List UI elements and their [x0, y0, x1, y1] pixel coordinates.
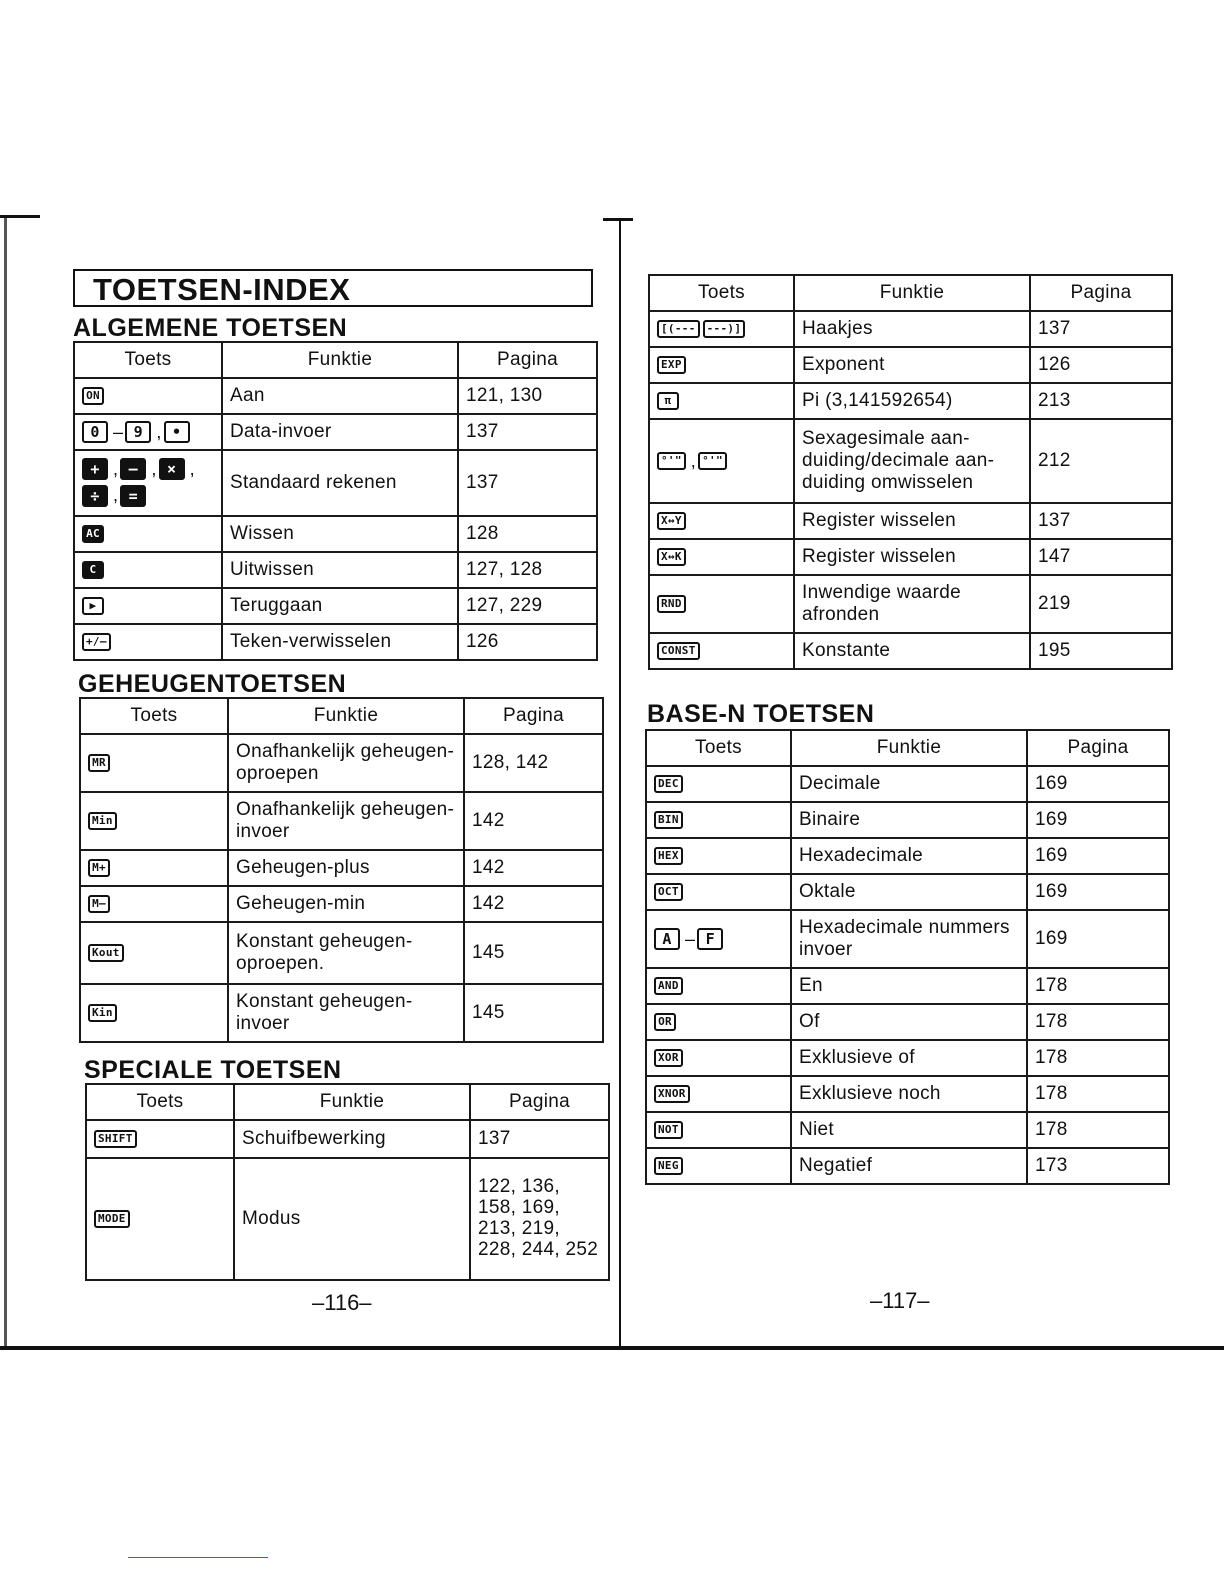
pagina-cell: 122, 136, 158, 169, 213, 219, 228, 244, 252 [470, 1158, 609, 1280]
sign-change-key-icon: +/– [82, 633, 111, 651]
x-y-swap-key-icon: X↔Y [657, 512, 686, 530]
col-header-pagina: Pagina [470, 1084, 609, 1120]
neg-key-icon: NEG [654, 1157, 683, 1175]
pagina-cell: 126 [458, 624, 597, 660]
funktie-cell: Schuifbewerking [234, 1120, 470, 1158]
pagina-cell: 137 [458, 414, 597, 450]
xor-key-icon: XOR [654, 1049, 683, 1067]
nine-key-icon: 9 [125, 421, 151, 443]
key-cell [646, 838, 791, 874]
const-key-icon: CONST [657, 642, 700, 660]
table-row [86, 1158, 609, 1280]
separator-comma: , [690, 450, 697, 471]
key-cell [649, 383, 794, 419]
pagina-cell: 147 [1030, 539, 1172, 575]
minus-key-icon: – [120, 458, 146, 480]
hex-key-icon: HEX [654, 847, 683, 865]
col-header-pagina: Pagina [1027, 730, 1169, 766]
separator-comma: , [189, 458, 195, 479]
key-cell [646, 1148, 791, 1184]
memory-keys-heading: GEHEUGENTOETSEN [78, 670, 347, 698]
pagina-cell: 126 [1030, 347, 1172, 383]
table-row [649, 383, 1172, 419]
funktie-cell: Negatief [791, 1148, 1027, 1184]
col-header-toets: Toets [649, 275, 794, 311]
pagina-cell: 142 [464, 850, 603, 886]
col-header-toets: Toets [646, 730, 791, 766]
play-key-icon: ▶ [82, 597, 104, 615]
funktie-cell: Hexadecimale nummers invoer [791, 910, 1027, 968]
col-header-pagina: Pagina [1030, 275, 1172, 311]
kout-key-icon: Kout [88, 944, 124, 962]
top-center-mark [603, 218, 633, 221]
table-row [646, 1076, 1169, 1112]
pagina-cell: 137 [1030, 503, 1172, 539]
table-row [646, 802, 1169, 838]
key-cell [80, 922, 228, 984]
key-cell [74, 378, 222, 414]
table-row [649, 311, 1172, 347]
funktie-cell: Exklusieve of [791, 1040, 1027, 1076]
table-row [86, 1120, 609, 1158]
col-header-toets: Toets [74, 342, 222, 378]
pagina-cell: 145 [464, 984, 603, 1042]
plus-key-icon: + [82, 458, 108, 480]
key-cell [646, 1076, 791, 1112]
col-header-pagina: Pagina [464, 698, 603, 734]
center-binding-line [619, 220, 621, 1348]
m-minus-key-icon: M– [88, 895, 110, 913]
on-key-icon: ON [82, 387, 104, 405]
left-page-edge [4, 218, 7, 1348]
table-header-row [649, 275, 1172, 311]
index-title: TOETSEN-INDEX [93, 272, 351, 307]
funktie-cell: Standaard rekenen [222, 450, 458, 516]
table-row [646, 910, 1169, 968]
a-key-icon: A [654, 928, 680, 950]
memory-keys-table [79, 697, 604, 1043]
key-cell [646, 910, 791, 968]
base-n-keys-table [645, 729, 1170, 1185]
pagina-cell: 169 [1027, 802, 1169, 838]
pagina-cell: 219 [1030, 575, 1172, 633]
zero-key-icon: 0 [82, 421, 108, 443]
pagina-cell: 142 [464, 886, 603, 922]
xnor-key-icon: XNOR [654, 1085, 690, 1103]
separator-comma: , [151, 458, 157, 479]
key-cell [86, 1158, 234, 1280]
col-header-funktie: Funktie [228, 698, 464, 734]
oct-key-icon: OCT [654, 883, 683, 901]
funktie-cell: Teken-verwisselen [222, 624, 458, 660]
funktie-cell: Register wisselen [794, 503, 1030, 539]
pi-key-icon: π [657, 392, 679, 410]
col-header-funktie: Funktie [791, 730, 1027, 766]
separator-comma: , [156, 421, 162, 442]
table-row [646, 1040, 1169, 1076]
funktie-cell: En [791, 968, 1027, 1004]
page-number-left: –116– [312, 1290, 372, 1315]
table-header-row [646, 730, 1169, 766]
special-keys-heading: SPECIALE TOETSEN [84, 1056, 342, 1084]
page-number-right: –117– [870, 1288, 930, 1313]
funktie-cell: Wissen [222, 516, 458, 552]
sexagesimal-reverse-key-icon: °'" [698, 452, 727, 470]
key-cell [646, 766, 791, 802]
exp-key-icon: EXP [657, 356, 686, 374]
key-cell [649, 633, 794, 669]
funktie-cell: Exponent [794, 347, 1030, 383]
funktie-cell: Haakjes [794, 311, 1030, 347]
pagina-cell: 127, 229 [458, 588, 597, 624]
kin-key-icon: Kin [88, 1004, 117, 1022]
funktie-cell: Binaire [791, 802, 1027, 838]
table-row [80, 734, 603, 792]
sexagesimal-key-icon: °'" [657, 452, 686, 470]
key-cell [646, 1004, 791, 1040]
index-title-box [73, 269, 593, 307]
bottom-page-edge [0, 1346, 1224, 1350]
pagina-cell: 127, 128 [458, 552, 597, 588]
min-key-icon: Min [88, 812, 117, 830]
funktie-cell: Data-invoer [222, 414, 458, 450]
bin-key-icon: BIN [654, 811, 683, 829]
pagina-cell: 121, 130 [458, 378, 597, 414]
funktie-cell: Modus [234, 1158, 470, 1280]
key-cell [646, 1040, 791, 1076]
funktie-cell: Sexagesimale aan-duiding/decimale aan-duiding omwisselen [794, 419, 1030, 503]
table-header-row [86, 1084, 609, 1120]
col-header-toets: Toets [86, 1084, 234, 1120]
special-keys-cont-table [648, 274, 1173, 670]
table-row [646, 1112, 1169, 1148]
pagina-cell: 128, 142 [464, 734, 603, 792]
key-cell [646, 802, 791, 838]
open-bracket-key-icon: [(--- [657, 320, 700, 338]
funktie-cell: Niet [791, 1112, 1027, 1148]
dec-key-icon: DEC [654, 775, 683, 793]
x-k-swap-key-icon: X↔K [657, 548, 686, 566]
table-row [74, 624, 597, 660]
table-row [646, 766, 1169, 802]
pagina-cell: 195 [1030, 633, 1172, 669]
pagina-cell: 142 [464, 792, 603, 850]
key-cell [74, 414, 222, 450]
general-keys-heading: ALGEMENE TOETSEN [73, 314, 348, 342]
pagina-cell: 178 [1027, 1040, 1169, 1076]
table-row [80, 886, 603, 922]
table-row [646, 1148, 1169, 1184]
pagina-cell: 137 [1030, 311, 1172, 347]
key-cell [86, 1120, 234, 1158]
pagina-cell: 178 [1027, 1004, 1169, 1040]
col-header-funktie: Funktie [222, 342, 458, 378]
funktie-cell: Hexadecimale [791, 838, 1027, 874]
key-cell [80, 734, 228, 792]
key-cell [80, 984, 228, 1042]
key-cell [649, 419, 794, 503]
funktie-cell: Konstante [794, 633, 1030, 669]
col-header-funktie: Funktie [794, 275, 1030, 311]
pagina-cell: 169 [1027, 874, 1169, 910]
table-row [74, 552, 597, 588]
general-keys-table [73, 341, 598, 661]
key-cell [74, 624, 222, 660]
col-header-toets: Toets [80, 698, 228, 734]
key-cell [646, 1112, 791, 1148]
c-key-icon: C [82, 561, 104, 579]
table-row [646, 838, 1169, 874]
close-bracket-key-icon: ---)] [703, 320, 746, 338]
pagina-cell: 173 [1027, 1148, 1169, 1184]
funktie-cell: Of [791, 1004, 1027, 1040]
pagina-cell: 212 [1030, 419, 1172, 503]
funktie-cell: Onafhankelijk geheugen-oproepen [228, 734, 464, 792]
table-row [649, 503, 1172, 539]
equals-key-icon: = [120, 485, 146, 507]
divide-key-icon: ÷ [82, 485, 108, 507]
funktie-cell: Inwendige waarde afronden [794, 575, 1030, 633]
table-row [80, 792, 603, 850]
table-header-row [74, 342, 597, 378]
pagina-cell: 169 [1027, 766, 1169, 802]
table-row [649, 575, 1172, 633]
funktie-cell: Register wisselen [794, 539, 1030, 575]
table-row [646, 1004, 1169, 1040]
key-cell [649, 539, 794, 575]
base-n-keys-heading: BASE-N TOETSEN [647, 700, 875, 728]
key-cell [80, 792, 228, 850]
special-keys-table [85, 1083, 610, 1281]
not-key-icon: NOT [654, 1121, 683, 1139]
funktie-cell: Teruggaan [222, 588, 458, 624]
funktie-cell: Oktale [791, 874, 1027, 910]
m-plus-key-icon: M+ [88, 859, 110, 877]
separator-comma: , [113, 485, 119, 506]
key-cell [74, 450, 222, 516]
multiply-key-icon: × [159, 458, 185, 480]
f-key-icon: F [697, 928, 723, 950]
key-cell [649, 311, 794, 347]
table-row [80, 850, 603, 886]
key-cell [649, 575, 794, 633]
ac-key-icon: AC [82, 525, 104, 543]
table-row [74, 414, 597, 450]
pagina-cell: 178 [1027, 1076, 1169, 1112]
rnd-key-icon: RND [657, 595, 686, 613]
pagina-cell: 169 [1027, 838, 1169, 874]
funktie-cell: Geheugen-plus [228, 850, 464, 886]
table-row [74, 588, 597, 624]
key-cell [74, 588, 222, 624]
table-row [646, 874, 1169, 910]
mode-key-icon: MODE [94, 1210, 130, 1228]
table-row [80, 984, 603, 1042]
key-cell [80, 850, 228, 886]
table-row [74, 378, 597, 414]
pagina-cell: 213 [1030, 383, 1172, 419]
key-cell [646, 968, 791, 1004]
funktie-cell: Onafhankelijk geheugen-invoer [228, 792, 464, 850]
table-row [74, 450, 597, 516]
funktie-cell: Pi (3,141592654) [794, 383, 1030, 419]
and-key-icon: AND [654, 977, 683, 995]
table-row [649, 347, 1172, 383]
decimal-point-key-icon: • [164, 421, 190, 443]
funktie-cell: Konstant geheugen-invoer [228, 984, 464, 1042]
table-row [649, 539, 1172, 575]
pagina-cell: 145 [464, 922, 603, 984]
key-cell [74, 516, 222, 552]
funktie-cell: Geheugen-min [228, 886, 464, 922]
key-cell [649, 503, 794, 539]
table-row [649, 419, 1172, 503]
key-cell [649, 347, 794, 383]
col-header-funktie: Funktie [234, 1084, 470, 1120]
or-key-icon: OR [654, 1013, 676, 1031]
funktie-cell: Decimale [791, 766, 1027, 802]
pagina-cell: 178 [1027, 968, 1169, 1004]
funktie-cell: Exklusieve noch [791, 1076, 1027, 1112]
separator-comma: , [113, 458, 119, 479]
key-cell [646, 874, 791, 910]
funktie-cell: Konstant geheugen-oproepen. [228, 922, 464, 984]
funktie-cell: Uitwissen [222, 552, 458, 588]
range-dash: – [685, 928, 696, 949]
shift-key-icon: SHIFT [94, 1130, 137, 1148]
pagina-cell: 128 [458, 516, 597, 552]
key-cell [80, 886, 228, 922]
table-row [649, 633, 1172, 669]
range-dash: – [113, 421, 124, 442]
key-cell [74, 552, 222, 588]
bottom-underline-mark [128, 1557, 268, 1558]
pagina-cell: 137 [458, 450, 597, 516]
mr-key-icon: MR [88, 754, 110, 772]
table-header-row [80, 698, 603, 734]
table-row [74, 516, 597, 552]
pagina-cell: 178 [1027, 1112, 1169, 1148]
table-row [80, 922, 603, 984]
funktie-cell: Aan [222, 378, 458, 414]
table-row [646, 968, 1169, 1004]
pagina-cell: 169 [1027, 910, 1169, 968]
pagina-cell: 137 [470, 1120, 609, 1158]
col-header-pagina: Pagina [458, 342, 597, 378]
